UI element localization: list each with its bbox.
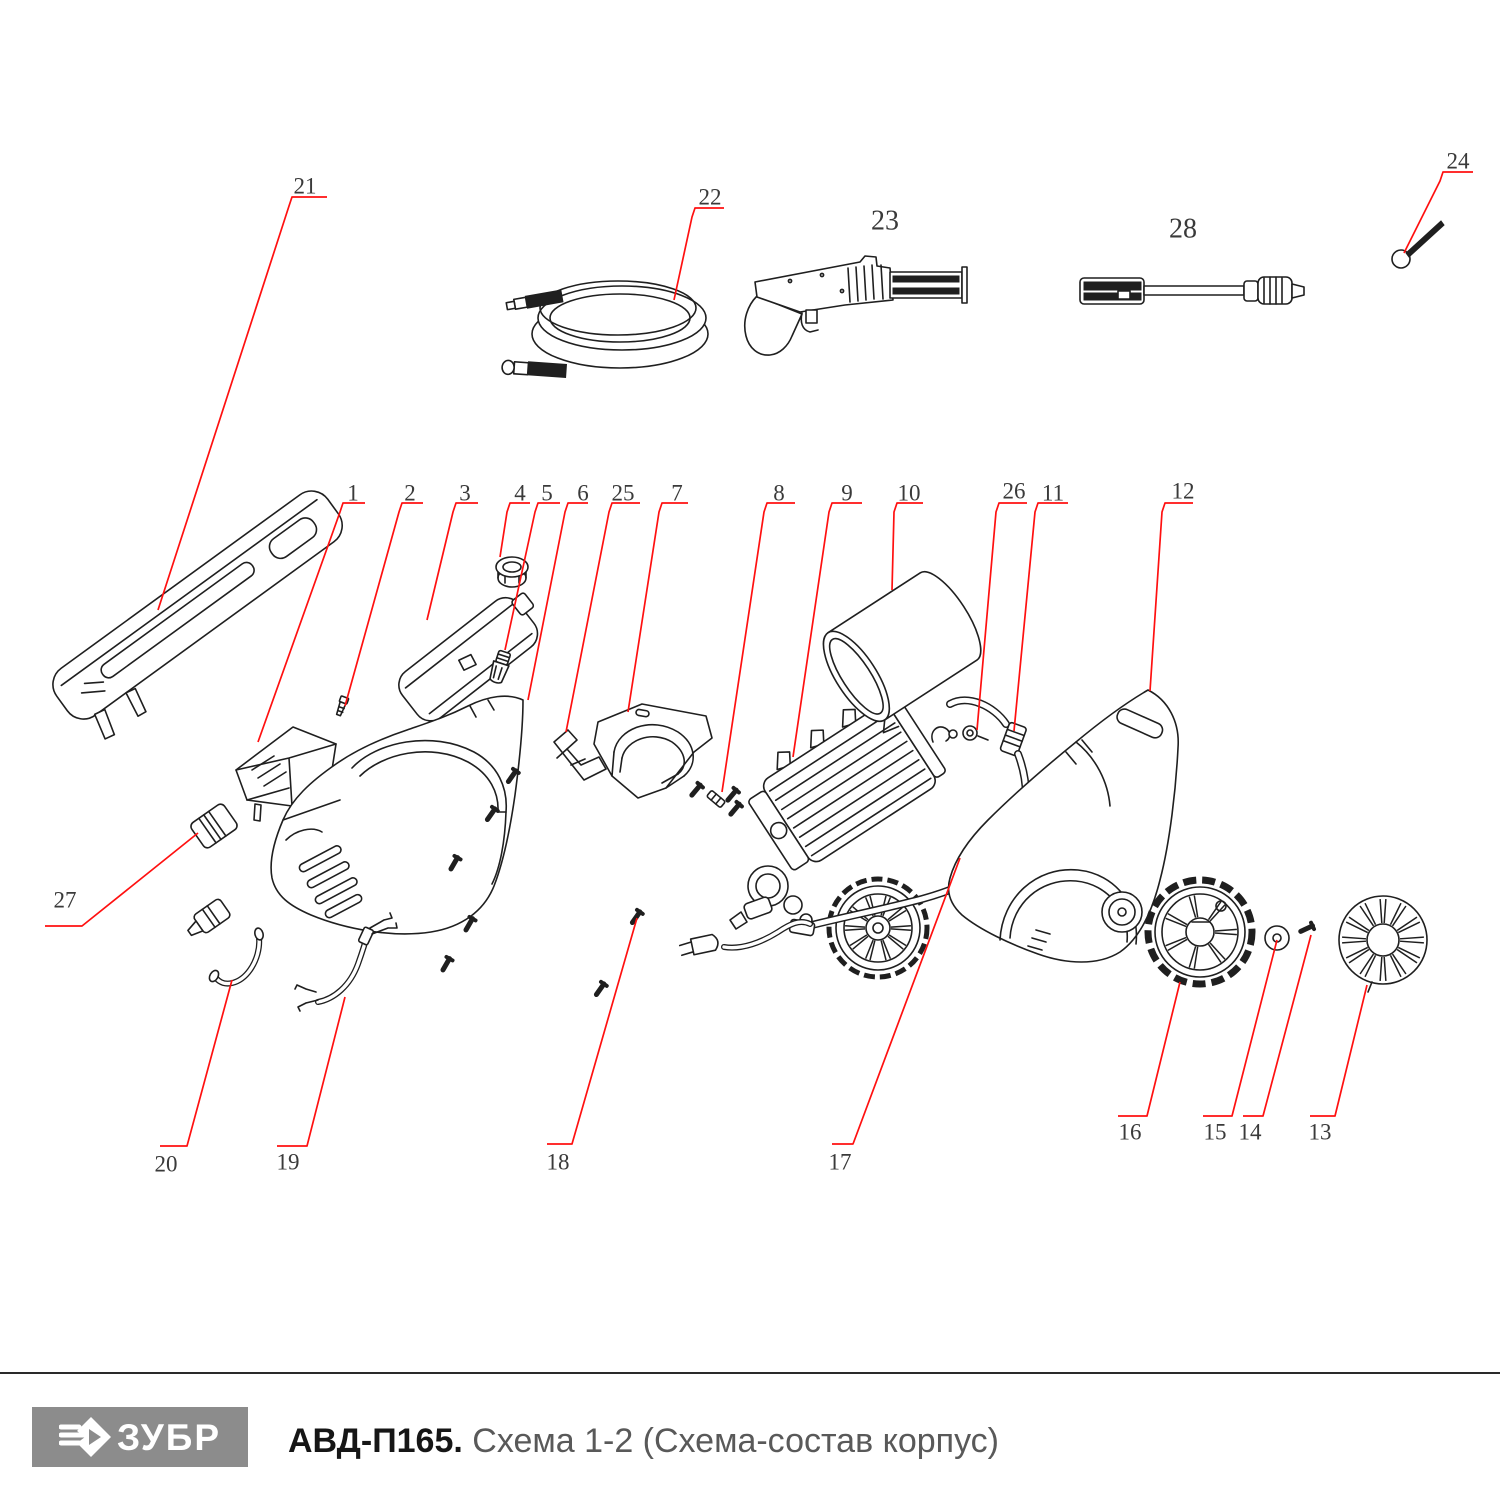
screw <box>1299 923 1314 935</box>
part-lance <box>1080 277 1304 304</box>
part-cleaning-needle <box>1392 221 1444 268</box>
part-hose-coil <box>502 281 708 378</box>
screw <box>689 783 703 797</box>
leader-line <box>977 503 1027 730</box>
part-number-label: 24 <box>1446 148 1470 174</box>
leader-line <box>160 980 232 1146</box>
callout-23 <box>871 206 899 237</box>
part-number-label: 25 <box>611 480 635 506</box>
callout-4 <box>500 481 530 558</box>
callout-11 <box>1014 481 1068 732</box>
leader-line <box>722 503 795 792</box>
leader-line <box>500 503 530 557</box>
part-number-label: 15 <box>1203 1119 1227 1145</box>
callout-27 <box>45 833 198 926</box>
part-number-label: 20 <box>154 1151 178 1177</box>
part-number-label: 10 <box>897 480 921 506</box>
leader-line <box>277 997 345 1146</box>
callout-24 <box>1404 149 1473 254</box>
callout-18 <box>547 918 638 1175</box>
part-number-label: 19 <box>276 1149 300 1175</box>
zubr-logo-icon <box>59 1415 111 1459</box>
part-clip <box>932 726 988 742</box>
leader-line <box>1243 935 1311 1116</box>
motor-fan <box>829 879 927 977</box>
part-number-label: 23 <box>871 205 899 237</box>
part-tank-cap <box>496 557 528 587</box>
hose-fitting-bottom <box>502 360 567 378</box>
part-number-label: 7 <box>671 480 683 506</box>
part-number-label: 17 <box>828 1149 852 1175</box>
part-number-label: 11 <box>1041 480 1065 506</box>
part-number-label: 22 <box>698 184 722 210</box>
part-number-label: 8 <box>773 480 785 506</box>
leader-line <box>1014 503 1068 731</box>
part-wire <box>208 927 265 983</box>
part-bushing <box>707 790 726 808</box>
part-trigger-gun <box>745 256 967 355</box>
callout-13 <box>1309 985 1368 1145</box>
part-number-label: 12 <box>1171 478 1195 504</box>
part-coupler-upper <box>189 802 239 850</box>
part-number-label: 6 <box>577 480 589 506</box>
callout-16 <box>1118 982 1180 1145</box>
part-axle-cap <box>1265 926 1289 950</box>
callout-19 <box>277 997 346 1175</box>
scheme-subtitle: Схема 1-2 (Схема-состав корпус) <box>462 1422 1000 1460</box>
footer-divider <box>0 1372 1500 1374</box>
zubr-logo <box>32 1407 248 1467</box>
model-name: АВД-П165. <box>288 1422 463 1460</box>
screw <box>440 957 453 972</box>
plug <box>679 934 719 958</box>
part-number-label: 13 <box>1308 1119 1332 1145</box>
leader-line <box>1310 985 1367 1116</box>
part-number-label: 14 <box>1238 1119 1262 1145</box>
screw <box>728 802 742 816</box>
part-number-label: 3 <box>459 480 471 506</box>
screw <box>594 982 607 997</box>
part-wheel <box>1148 880 1252 984</box>
page-title <box>288 1422 999 1461</box>
part-number-label: 28 <box>1169 213 1197 245</box>
part-number-label: 4 <box>514 480 526 506</box>
part-number-label: 26 <box>1002 478 1026 504</box>
part-number-label: 9 <box>841 480 853 506</box>
callout-6 <box>528 481 589 701</box>
part-motor <box>730 681 950 977</box>
part-number-label: 2 <box>404 480 416 506</box>
part-hub-cap <box>1339 896 1427 992</box>
part-number-label: 27 <box>53 887 77 913</box>
part-right-housing <box>949 690 1179 962</box>
leader-line <box>1404 172 1473 253</box>
callout-7 <box>628 481 688 713</box>
part-number-label: 5 <box>541 480 553 506</box>
callout-14 <box>1239 935 1312 1145</box>
callout-28 <box>1169 214 1197 245</box>
part-number-label: 16 <box>1118 1119 1142 1145</box>
part-number-label: 1 <box>347 480 359 506</box>
part-guide-plate <box>594 704 712 798</box>
callout-3 <box>427 481 478 621</box>
leader-line <box>566 503 640 732</box>
part-coupler-lower <box>183 898 232 941</box>
leader-line <box>528 503 588 700</box>
leader-line <box>1118 982 1180 1116</box>
callout-25 <box>566 481 640 733</box>
part-power-cord <box>679 922 810 957</box>
callout-26 <box>977 479 1027 731</box>
part-number-label: 21 <box>293 173 317 199</box>
callout-12 <box>1150 479 1195 692</box>
callout-22 <box>674 185 724 301</box>
leader-line <box>674 208 724 300</box>
part-left-housing <box>271 696 523 934</box>
callout-8 <box>722 481 795 793</box>
callout-20 <box>155 980 233 1177</box>
leader-line <box>628 503 688 712</box>
brand-name: ЗУБР <box>116 1416 222 1458</box>
leader-line <box>1150 503 1193 691</box>
leader-line <box>547 918 637 1144</box>
part-top-cover <box>45 480 366 749</box>
part-number-label: 18 <box>546 1149 570 1175</box>
leader-line <box>427 503 478 620</box>
